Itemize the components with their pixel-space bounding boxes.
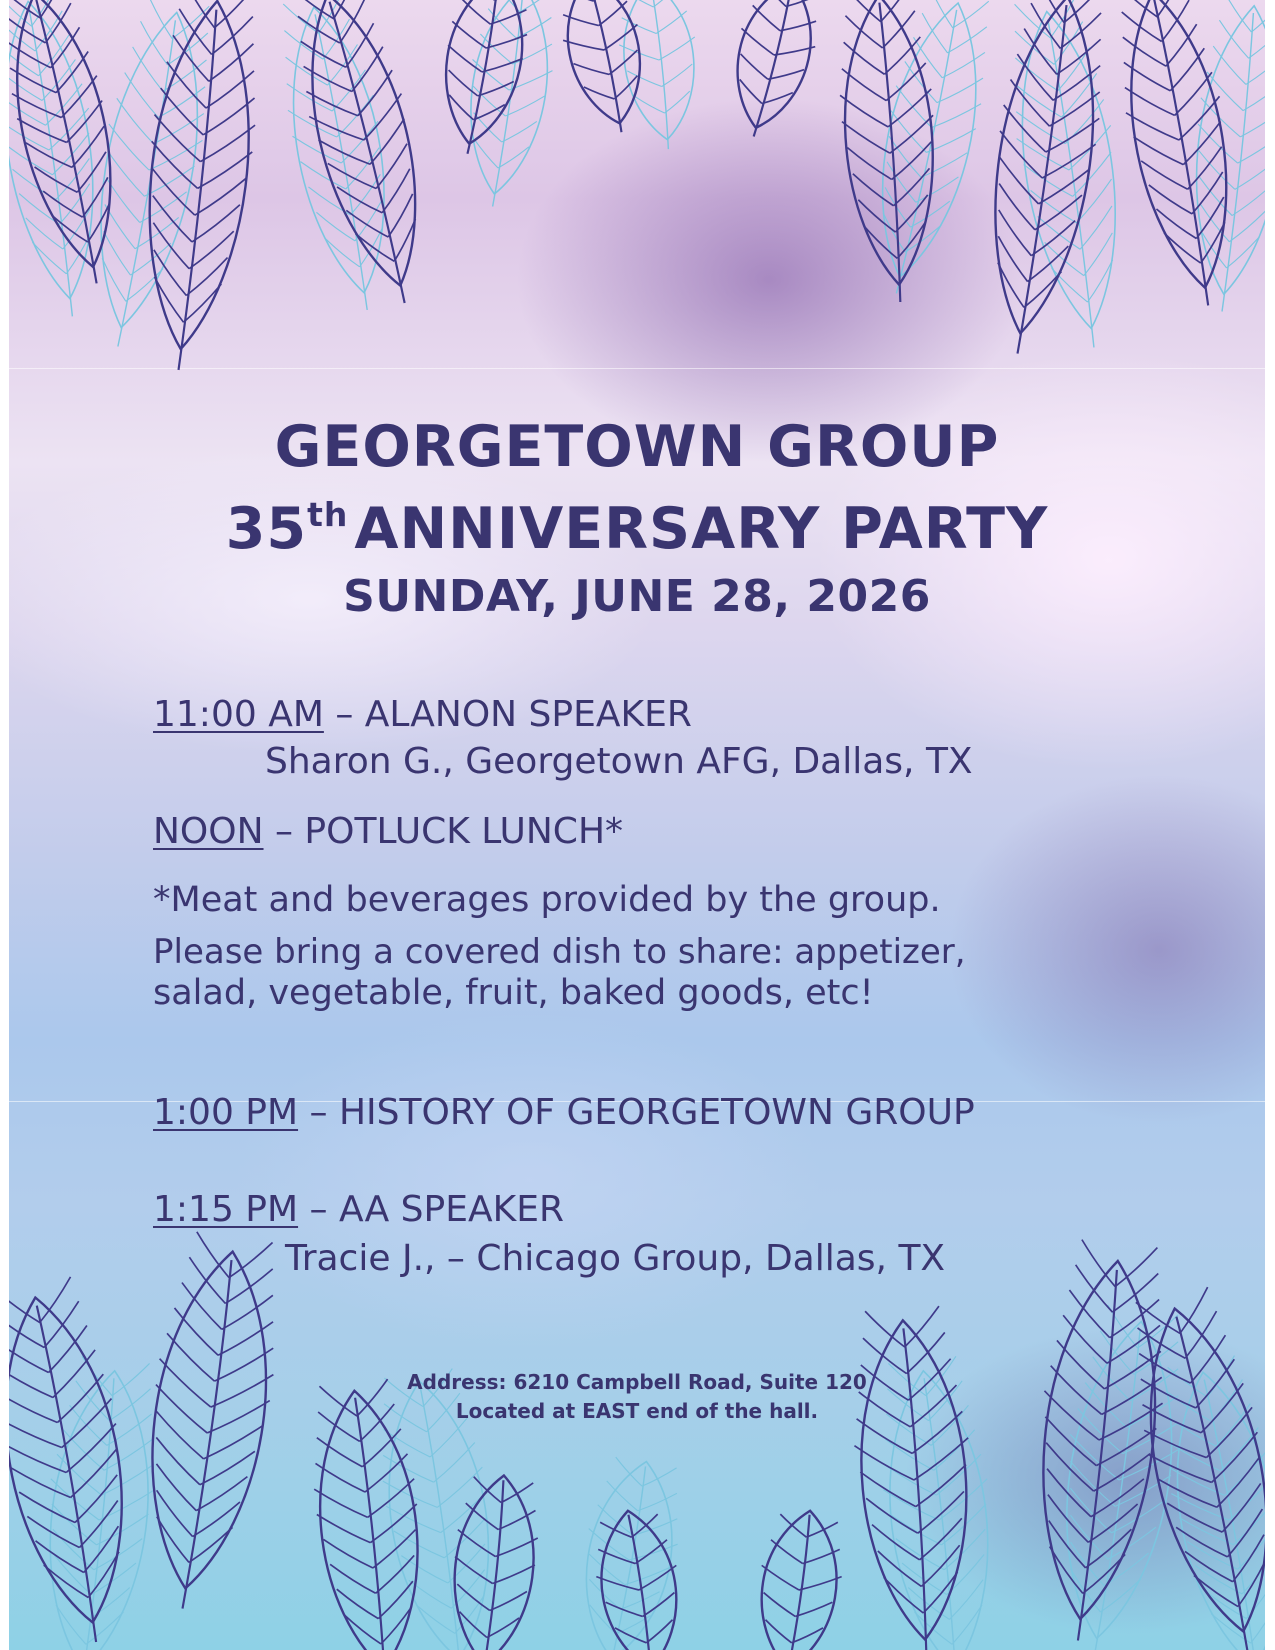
potluck-note-line: Please bring a covered dish to share: appetizer, xyxy=(153,932,966,972)
schedule-separator: – xyxy=(298,1189,339,1230)
schedule-item-aa xyxy=(153,1189,564,1230)
schedule-title: ALANON SPEAKER xyxy=(364,694,692,735)
anniversary-text: ANNIVERSARY PARTY xyxy=(354,496,1049,562)
leaf-icon xyxy=(9,0,139,292)
address-note: Located at EAST end of the hall. xyxy=(455,1399,819,1423)
top-leaf-garland xyxy=(9,0,1265,375)
schedule-title: POTLUCK LUNCH* xyxy=(304,811,624,852)
leaf-icon xyxy=(270,0,410,317)
event-date: SUNDAY, JUNE 28, 2026 xyxy=(343,571,931,622)
anniversary-number: 35 xyxy=(225,496,308,562)
leaf-icon xyxy=(443,1471,544,1650)
schedule-item-history xyxy=(153,1092,975,1133)
leaf-icon xyxy=(717,0,829,146)
leaf-icon xyxy=(588,1505,692,1650)
schedule-title: AA SPEAKER xyxy=(338,1189,564,1230)
leaf-icon xyxy=(845,1305,983,1650)
leaf-icon xyxy=(854,0,1002,302)
schedule-item-potluck xyxy=(153,811,623,852)
event-group-name: GEORGETOWN GROUP xyxy=(274,414,1000,480)
schedule-time: 11:00 AM xyxy=(153,694,324,735)
potluck-note-line: salad, vegetable, fruit, baked goods, etc! xyxy=(153,973,874,1013)
leaf-icon xyxy=(128,0,269,375)
schedule-separator: – xyxy=(323,694,365,735)
leaf-icon xyxy=(1104,0,1255,314)
address-line: Address: 6210 Campbell Road, Suite 120 xyxy=(407,1370,867,1394)
anniversary-suffix: th xyxy=(307,495,349,534)
leaf-icon xyxy=(453,0,564,212)
leaf-icon xyxy=(613,0,706,153)
schedule-separator: – xyxy=(263,811,305,852)
potluck-note-line: *Meat and beverages provided by the group. xyxy=(153,880,941,920)
leaf-icon xyxy=(430,0,536,160)
leaf-icon xyxy=(551,0,658,140)
schedule-separator: – xyxy=(298,1092,339,1133)
schedule-time: 1:00 PM xyxy=(153,1092,299,1133)
leaf-icon xyxy=(1019,1237,1179,1646)
schedule-time: 1:15 PM xyxy=(153,1189,299,1230)
bottom-leaf-garland xyxy=(9,1229,1265,1650)
schedule-item-alanon xyxy=(153,694,692,735)
schedule-title: HISTORY OF GEORGETOWN GROUP xyxy=(338,1092,975,1133)
event-title xyxy=(9,495,1265,562)
schedule-detail-alanon: Sharon G., Georgetown AFG, Dallas, TX xyxy=(265,741,973,782)
leaf-icon xyxy=(747,1505,851,1650)
flyer-page xyxy=(9,0,1265,1650)
schedule-time: NOON xyxy=(153,811,264,852)
leaf-icon xyxy=(1179,0,1265,316)
schedule-detail-aa: Tracie J., – Chicago Group, Dallas, TX xyxy=(285,1238,946,1279)
leaf-icon xyxy=(970,0,1118,360)
